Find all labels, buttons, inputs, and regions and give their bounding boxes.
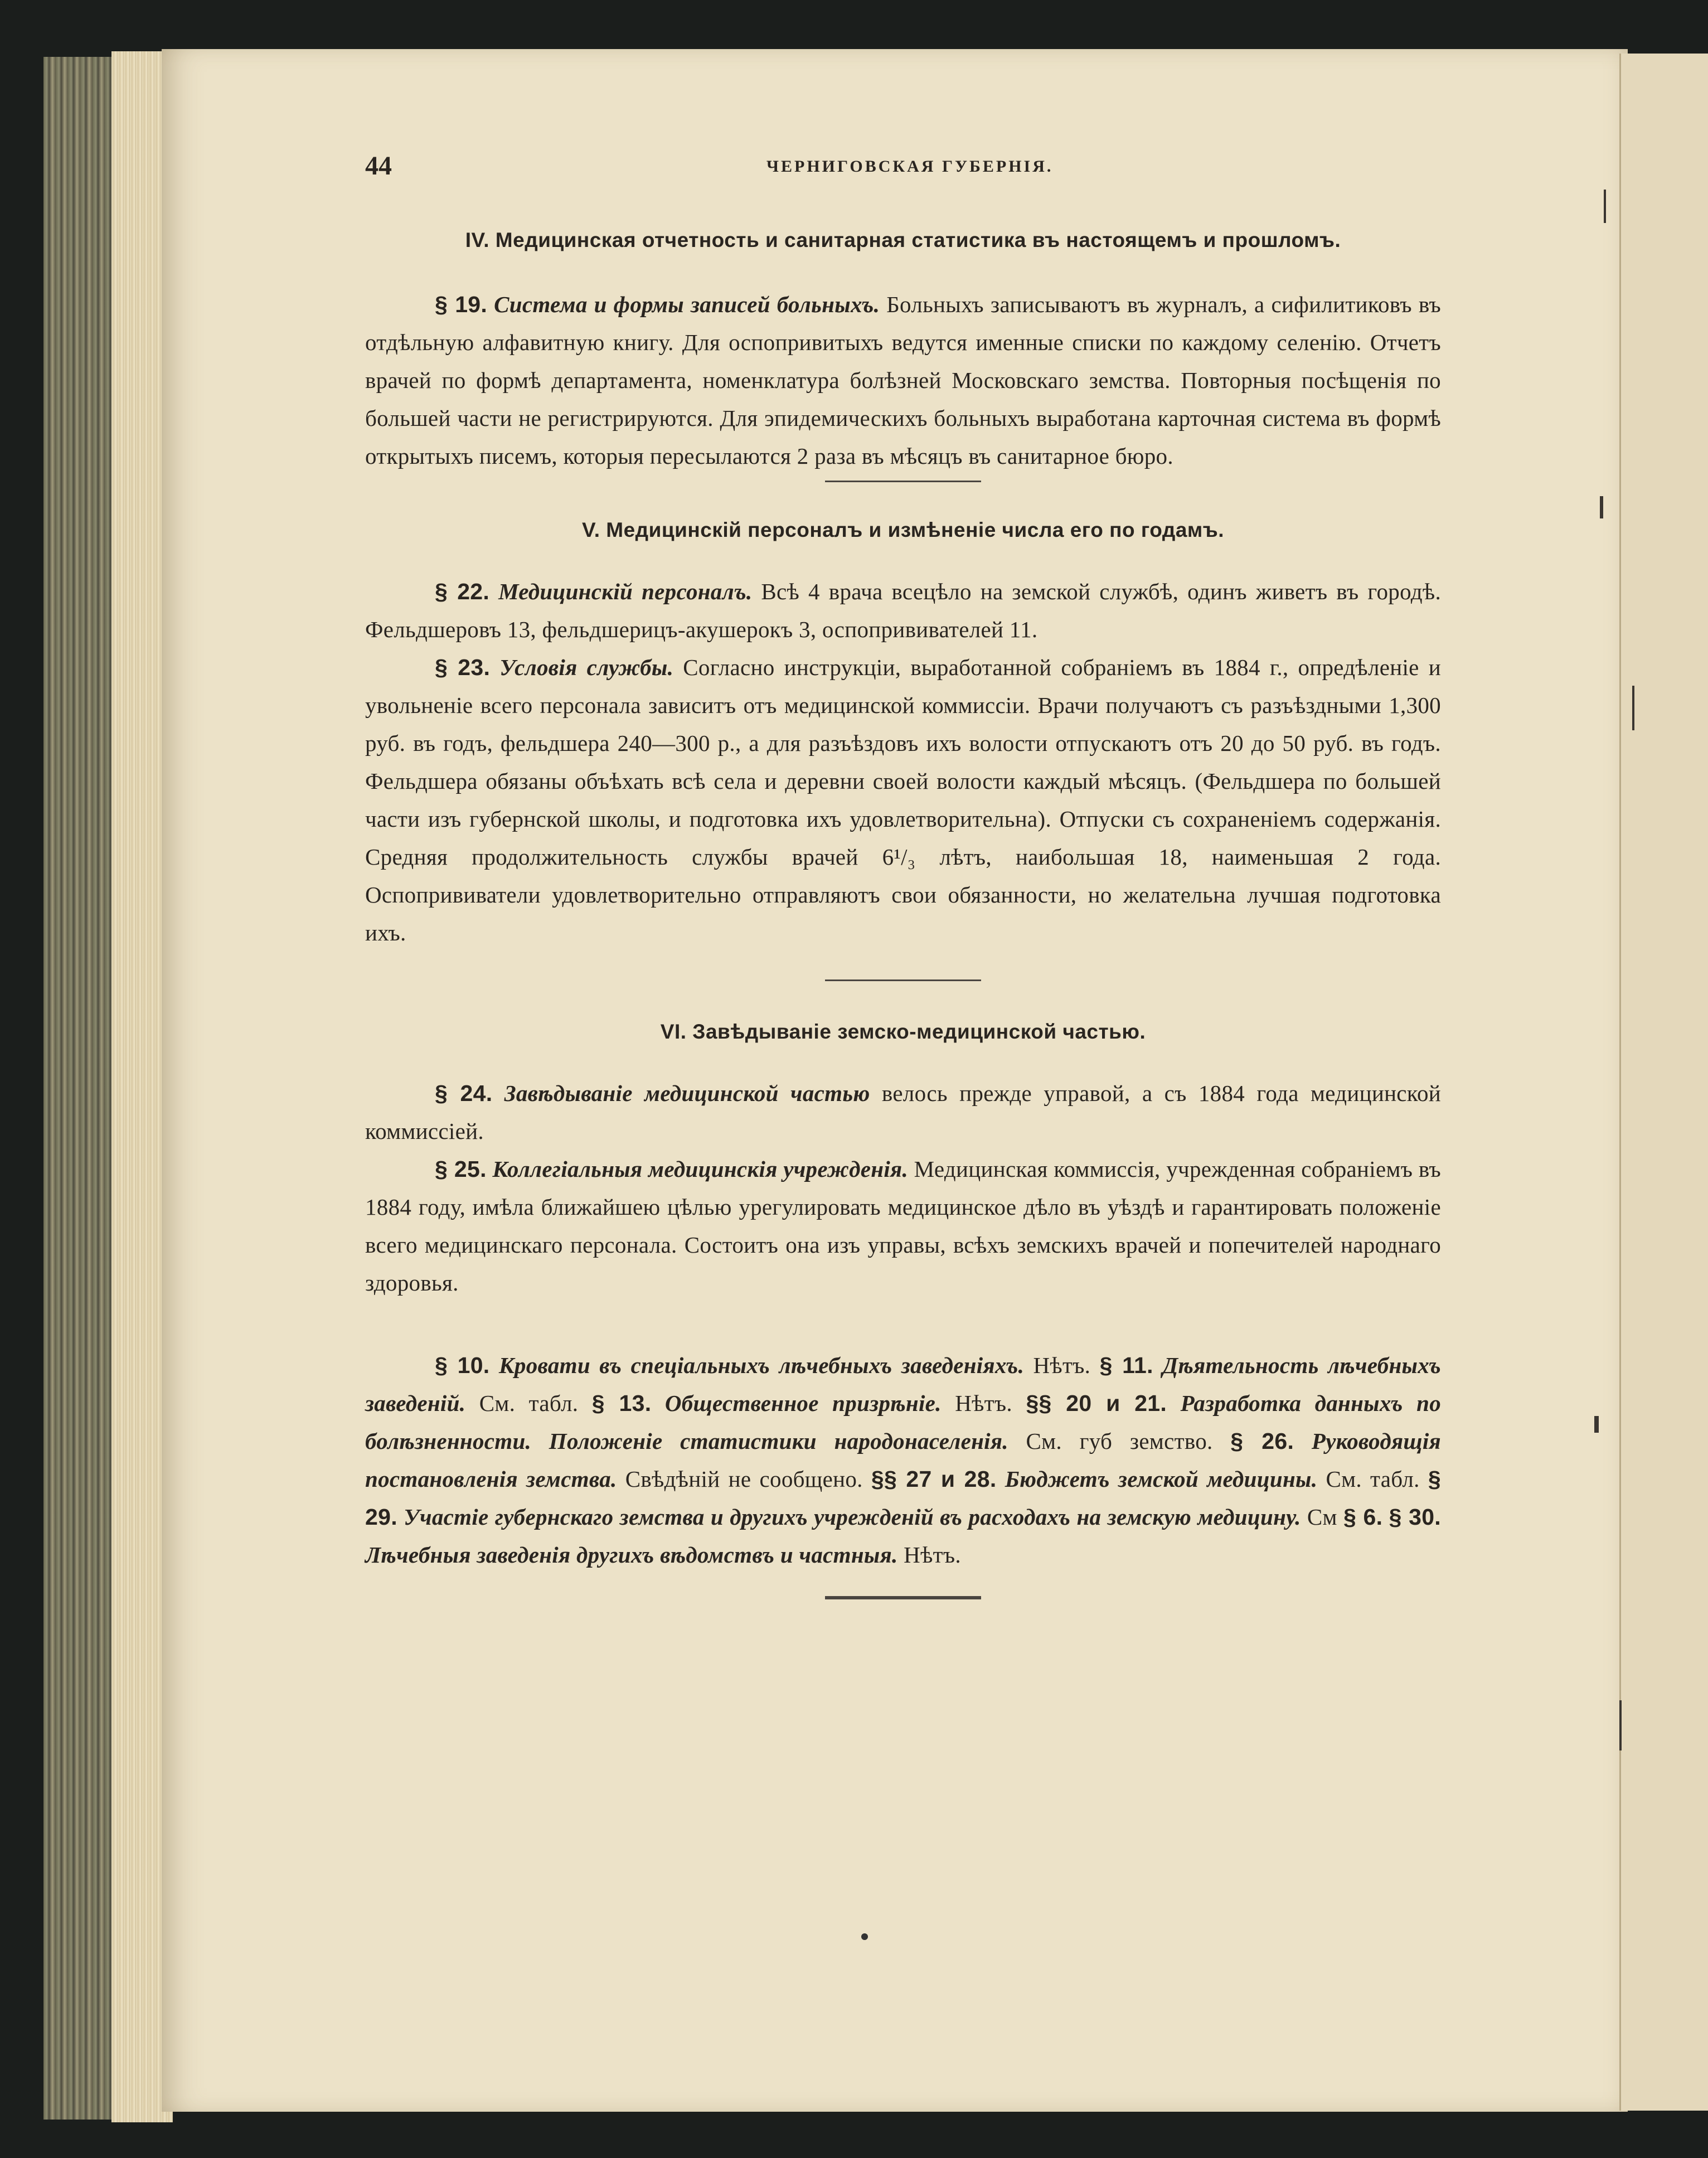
item-title: Бюджетъ земской медицины. [1005, 1466, 1318, 1492]
section-number: § 19. [435, 292, 488, 317]
facing-page-mark [1632, 686, 1634, 730]
item-title: Разработка данныхъ по болѣзненности. Положенiе статистики народонаселенiя. [365, 1390, 1441, 1454]
end-divider [825, 1596, 981, 1599]
section-number: § 11. [1099, 1352, 1153, 1378]
section-number: § 13. [591, 1390, 652, 1416]
item-separator [1382, 1504, 1389, 1530]
section-number: § 29. [365, 1466, 1441, 1530]
section-number: §§ 20 и 21. [1026, 1390, 1167, 1416]
ink-dot [861, 1933, 868, 1940]
section-vi-heading: VI. Завѣдыванiе земско-медицинской частью. [660, 1020, 1146, 1043]
paragraph-text: Согласно инструкцiи, выработанной собранiемъ въ 1884 г., опредѣленiе и увольненiе всего персонала зависитъ отъ медицинской коммиссiи. Врачи получаютъ съ разъѣздными 1,300 руб. въ годъ, фельдшера 240—300 р., а для разъѣздовъ ихъ волости отпускаютъ отъ 20 до 50 руб. въ годъ. Фельдшера обязаны объѣхать всѣ села и деревни своей волости каждый мѣсяцъ. (Фельдшера по большей части изъ губернской школы, и подготовка ихъ удовлетворительна). Отпуски съ сохраненiемъ содержанiя. Средняя продолжительность службы врачей 6¹/₃ лѣтъ, наибольшая 18, наименьшая 2 года. Оспопрививатели удовлетворительно отправляютъ свои обязанности, но желательна лучшая подготовка ихъ. [365, 654, 1441, 945]
item-title: Лѣчебныя заведенiя другихъ вѣдомствъ и частныя. [365, 1542, 898, 1568]
section-number: § 30. [1389, 1504, 1441, 1530]
paragraph-title: Завѣдыванiе медицинской частью [504, 1080, 870, 1106]
facing-page-mark [1600, 496, 1603, 518]
page-content [365, 151, 1441, 1599]
paragraph-text: Больныхъ записываютъ въ журналъ, а сифилитиковъ въ отдѣльную алфавитную книгу. Для оспопривитыхъ ведутся именные списки по каждому селенію. Отчетъ врачей по формѣ департамента, номенклатура болѣзней Московскаго земства. Повторныя посѣщенія по большей части не регистрируются. Для эпидемическихъ больныхъ выработана карточная система въ формѣ открытыхъ писемъ, которыя пересылаются 2 раза въ мѣсяцъ въ санитарное бюро. [365, 292, 1441, 469]
section-number: § 26. [1230, 1428, 1294, 1454]
paragraph-title: Система и формы записей больныхъ. [494, 292, 880, 317]
section-number: §§ 27 и 28. [871, 1466, 997, 1492]
item-value: Нѣтъ. [941, 1390, 1026, 1416]
section-number: § 10. [435, 1352, 490, 1378]
section-number: § 24. [435, 1080, 493, 1106]
paragraph-23 [365, 648, 1441, 952]
paragraph-title: Медицинскiй персоналъ. [498, 579, 753, 604]
facing-page-edge [1619, 54, 1708, 2111]
item-value: См. губ земство. [1008, 1428, 1231, 1454]
item-title: Общественное призрѣнiе. [664, 1390, 942, 1416]
section-number: § 25. [435, 1156, 487, 1182]
running-head [365, 151, 1441, 195]
page-number: 44 [365, 151, 392, 181]
paragraph-25 [365, 1150, 1441, 1302]
item-title: Дѣятельность лѣчебныхъ заведенiй. [365, 1352, 1441, 1416]
item-title: Кровати въ спецiальныхъ лѣчебныхъ заведенiяхъ. [498, 1352, 1025, 1378]
section-iv-heading: IV. Медицинская отчетность и санитарная статистика въ настоящемъ и прошломъ. [465, 229, 1341, 251]
facing-page-mark [1594, 1416, 1599, 1433]
summary-paragraph [365, 1346, 1441, 1574]
item-value: Свѣдѣнiй не сообщено. [617, 1466, 871, 1492]
section-number: § 6. [1343, 1504, 1383, 1530]
paragraph-19 [365, 285, 1441, 475]
paragraph-24 [365, 1074, 1441, 1150]
section-v-heading: V. Медицинскiй персоналъ и измѣненiе числа его по годамъ. [581, 518, 1225, 541]
item-title: Руководящiя постановленiя земства. [365, 1428, 1441, 1492]
section-divider [825, 481, 981, 482]
item-value: См. табл. [1317, 1466, 1428, 1492]
item-title: Участiе губернскаго земства и другихъ учрежденiй въ расходахъ на земскую медицину. [404, 1504, 1301, 1530]
paragraph-title: Коллегiальныя медицинскiя учрежденiя. [492, 1156, 909, 1182]
section-number: § 23. [435, 654, 491, 680]
paragraph-text: велось прежде управой, а съ 1884 года медицинской коммиссiей. [365, 1080, 1441, 1144]
item-value: См [1301, 1504, 1344, 1530]
facing-page-mark [1604, 190, 1606, 223]
item-value: Нѣтъ. [1024, 1352, 1100, 1378]
item-value: Нѣтъ. [897, 1542, 961, 1568]
section-number: § 22. [435, 579, 490, 604]
paragraph-text: Всѣ 4 врача всецѣло на земской службѣ, одинъ живетъ въ городѣ. Фельдшеровъ 13, фельдшерицъ-акушерокъ 3, оспопрививателей 11. [365, 579, 1441, 642]
facing-page-mark [1619, 1700, 1622, 1750]
item-value: См. табл. [465, 1390, 592, 1416]
running-header-title: ЧЕРНИГОВСКАЯ ГУБЕРНIЯ. [766, 157, 1054, 176]
paragraph-title: Условiя службы. [499, 654, 674, 680]
paragraph-text: Медицинская коммиссiя, учрежденная собранiемъ въ 1884 году, имѣла ближайшею цѣлью урегулировать медицинское дѣло въ уѣздѣ и гарантировать положенiе всего медицинскаго персонала. Состоитъ она изъ управы, всѣхъ земскихъ врачей и попечителей народнаго здоровья. [365, 1156, 1441, 1296]
section-divider [825, 979, 981, 981]
paragraph-22 [365, 573, 1441, 648]
